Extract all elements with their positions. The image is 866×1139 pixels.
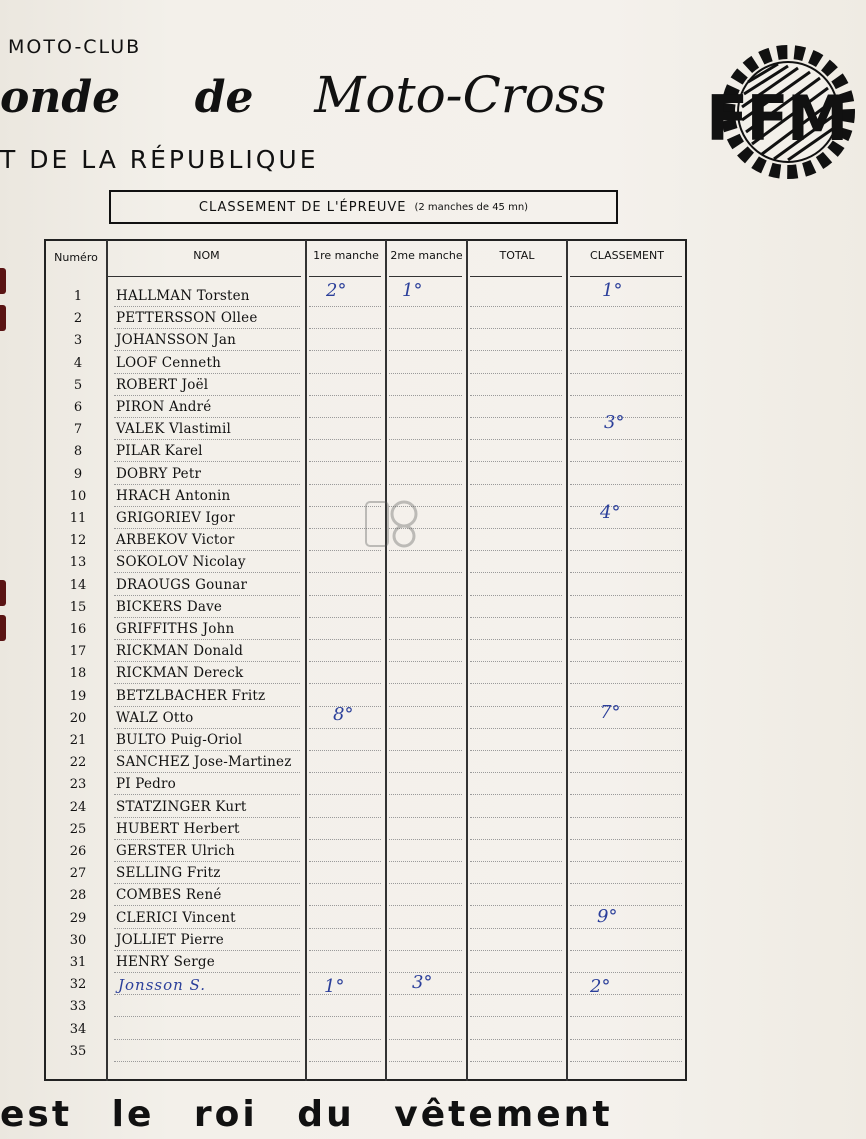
row-name: GRIFFITHS John: [116, 621, 235, 637]
row-line: [570, 550, 682, 551]
row-line: [470, 861, 562, 862]
binder-mark: [0, 615, 6, 641]
row-line: [470, 572, 562, 573]
row-name: STATZINGER Kurt: [116, 798, 247, 815]
row-name: SANCHEZ Jose-Martinez: [116, 754, 292, 771]
row-line: [389, 639, 462, 640]
row-number: 5: [73, 377, 83, 393]
column-divider: [305, 240, 307, 1081]
row-line: [309, 572, 381, 573]
row-number: 4: [73, 355, 83, 371]
row-line: [309, 972, 381, 973]
row-line: [570, 528, 682, 529]
header-total: TOTAL: [499, 249, 535, 262]
row-number: 2: [73, 311, 83, 327]
row-line: [114, 772, 300, 773]
row-line: [470, 706, 562, 707]
row-line: [309, 883, 381, 884]
column-divider: [566, 240, 568, 1081]
row-line: [470, 794, 562, 795]
header-nom: NOM: [193, 249, 220, 262]
row-line: [570, 883, 682, 884]
row-number: 7: [73, 422, 83, 438]
row-number: 17: [69, 644, 87, 660]
epreuve-heading: [109, 190, 618, 224]
row-line: [470, 1039, 562, 1040]
row-line: [114, 306, 300, 307]
row-number: 22: [69, 755, 87, 771]
row-number: 14: [69, 577, 87, 593]
row-line: [114, 461, 300, 462]
row-number: 16: [69, 622, 87, 637]
row-line: [570, 750, 682, 751]
row-number: 18: [69, 666, 87, 682]
binder-mark: [0, 580, 6, 606]
row-name: SELLING Fritz: [116, 865, 221, 882]
row-line: [309, 350, 381, 351]
row-line: [470, 750, 562, 751]
row-line: [470, 1061, 562, 1062]
row-line: [389, 617, 462, 618]
handwritten-r32-m2: 3°: [412, 972, 433, 993]
row-line: [309, 328, 381, 329]
row-line: [470, 484, 562, 485]
row-line: [114, 1061, 300, 1062]
footer-slogan: [0, 1094, 637, 1135]
row-line: [470, 883, 562, 884]
row-line: [309, 905, 381, 906]
header-numero: Numéro: [54, 251, 98, 264]
row-line: [470, 683, 562, 684]
row-line: [309, 1061, 381, 1062]
row-line: [570, 950, 682, 951]
row-line: [114, 528, 300, 529]
row-line: [309, 794, 381, 795]
row-line: [570, 350, 682, 351]
handwritten-r7-cl: 3°: [604, 412, 625, 433]
row-line: [114, 328, 300, 329]
row-line: [570, 572, 682, 573]
row-line: [570, 839, 682, 840]
row-line: [570, 817, 682, 818]
row-name: DRAOUGS Gounar: [116, 576, 248, 593]
row-name: ROBERT Joël: [116, 376, 209, 393]
row-name: SOKOLOV Nicolay: [116, 554, 246, 571]
row-line: [470, 972, 562, 973]
row-line: [114, 595, 300, 596]
row-name: RICKMAN Dereck: [116, 665, 244, 682]
row-line: [389, 484, 462, 485]
row-line: [570, 417, 682, 418]
subtitle: T DE LA RÉPUBLIQUE: [0, 145, 319, 174]
row-line: [114, 683, 300, 684]
row-line: [470, 639, 562, 640]
row-line: [309, 617, 381, 618]
row-line: [309, 306, 381, 307]
row-line: [470, 928, 562, 929]
row-line: [114, 661, 300, 662]
row-line: [114, 794, 300, 795]
row-line: [114, 883, 300, 884]
row-line: [570, 639, 682, 640]
handwritten-r1-m2: 1°: [402, 280, 423, 301]
row-line: [389, 395, 462, 396]
row-line: [570, 683, 682, 684]
club-name: MOTO-CLUB: [8, 36, 142, 58]
row-line: [389, 306, 462, 307]
row-number: 29: [69, 910, 87, 926]
row-line: [389, 1039, 462, 1040]
row-line: [470, 994, 562, 995]
row-line: [389, 661, 462, 662]
binder-mark: [0, 268, 6, 294]
row-line: [114, 572, 300, 573]
epreuve-label: CLASSEMENT DE L'ÉPREUVE: [198, 199, 407, 215]
row-name: RICKMAN Donald: [116, 643, 244, 660]
row-line: [389, 861, 462, 862]
row-line: [470, 306, 562, 307]
row-line: [570, 972, 682, 973]
row-line: [570, 905, 682, 906]
row-line: [114, 417, 300, 418]
title-part2: de: [194, 72, 254, 123]
row-line: [309, 1039, 381, 1040]
row-line: [114, 950, 300, 951]
row-line: [114, 1016, 300, 1017]
row-name: JOHANSSON Jan: [116, 332, 236, 349]
row-name: ARBEKOV Victor: [116, 532, 235, 549]
header-manche1: 1re manche: [313, 249, 379, 262]
row-number: 26: [69, 844, 87, 859]
header-manche2: 2me manche: [390, 249, 463, 262]
row-line: [309, 839, 381, 840]
row-line: [470, 839, 562, 840]
row-name: WALZ Otto: [116, 709, 194, 726]
row-line: [570, 994, 682, 995]
row-line: [570, 928, 682, 929]
row-name: COMBES René: [116, 887, 222, 904]
row-name: CLERICI Vincent: [116, 909, 236, 926]
row-line: [389, 950, 462, 951]
main-title: [0, 66, 606, 124]
row-line: [114, 395, 300, 396]
row-number: 28: [69, 888, 87, 904]
row-line: [470, 373, 562, 374]
row-line: [570, 661, 682, 662]
row-line: [570, 506, 682, 507]
row-line: [309, 595, 381, 596]
slogan-word: du: [297, 1094, 355, 1135]
slogan-word: vêtement: [394, 1094, 613, 1135]
row-line: [309, 928, 381, 929]
row-line: [470, 417, 562, 418]
row-line: [470, 905, 562, 906]
row-number: 3: [73, 333, 83, 349]
handwritten-r32-name: Jonsson S.: [118, 976, 207, 994]
row-line: [114, 617, 300, 618]
row-line: [570, 439, 682, 440]
row-line: [309, 728, 381, 729]
row-line: [389, 373, 462, 374]
row-line: [470, 528, 562, 529]
row-line: [114, 484, 300, 485]
row-line: [570, 306, 682, 307]
row-line: [309, 750, 381, 751]
row-line: [389, 439, 462, 440]
row-number: 9: [73, 466, 83, 482]
row-number: 11: [69, 511, 87, 526]
row-name: PILAR Karel: [116, 443, 203, 460]
handwritten-r20-cl: 7°: [600, 702, 621, 723]
row-line: [309, 417, 381, 418]
column-divider: [466, 240, 468, 1081]
row-name: BICKERS Dave: [116, 598, 223, 615]
row-line: [114, 861, 300, 862]
row-name: JOLLIET Pierre: [116, 931, 224, 948]
row-line: [470, 461, 562, 462]
row-number: 15: [69, 599, 87, 615]
row-number: 8: [73, 444, 83, 460]
row-line: [470, 595, 562, 596]
row-line: [309, 661, 381, 662]
row-line: [309, 772, 381, 773]
row-line: [114, 373, 300, 374]
row-line: [309, 683, 381, 684]
row-line: [389, 839, 462, 840]
row-line: [309, 439, 381, 440]
row-name: HALLMAN Torsten: [116, 288, 250, 304]
row-line: [470, 506, 562, 507]
row-line: [570, 728, 682, 729]
row-line: [570, 861, 682, 862]
row-number: 35: [69, 1043, 87, 1059]
row-line: [114, 928, 300, 929]
handwritten-r11-cl: 4°: [600, 502, 621, 523]
handwritten-r29-cl: 9°: [597, 906, 618, 927]
row-line: [570, 706, 682, 707]
row-line: [470, 550, 562, 551]
row-line: [309, 817, 381, 818]
handwritten-r20-m1: 8°: [333, 704, 354, 725]
row-number: 6: [73, 400, 83, 415]
row-line: [114, 706, 300, 707]
row-number: 12: [69, 533, 87, 549]
header-underline: [309, 276, 381, 277]
row-line: [470, 350, 562, 351]
row-line: [114, 639, 300, 640]
row-number: 13: [69, 555, 87, 571]
handwritten-r32-cl: 2°: [590, 976, 611, 997]
row-line: [570, 328, 682, 329]
row-number: 24: [69, 799, 87, 815]
row-line: [389, 1061, 462, 1062]
row-line: [309, 373, 381, 374]
stamp-watermark-icon: [364, 498, 422, 552]
row-line: [114, 550, 300, 551]
row-line: [389, 772, 462, 773]
row-name: PIRON André: [116, 399, 212, 415]
row-line: [570, 617, 682, 618]
row-line: [389, 350, 462, 351]
binder-mark: [0, 305, 6, 331]
row-line: [470, 328, 562, 329]
header-underline: [570, 276, 682, 277]
row-line: [389, 728, 462, 729]
row-line: [470, 1016, 562, 1017]
row-line: [114, 506, 300, 507]
row-line: [389, 595, 462, 596]
row-line: [389, 1016, 462, 1017]
ffm-gear-logo-icon: [706, 42, 866, 182]
row-line: [570, 373, 682, 374]
row-line: [389, 706, 462, 707]
row-number: 27: [69, 866, 87, 882]
row-line: [114, 817, 300, 818]
column-divider: [385, 240, 387, 1081]
row-line: [309, 994, 381, 995]
handwritten-r32-m1: 1°: [324, 976, 345, 997]
handwritten-r1-cl: 1°: [602, 280, 623, 301]
header-underline: [470, 276, 562, 277]
row-line: [570, 1061, 682, 1062]
row-line: [470, 395, 562, 396]
row-number: 10: [69, 488, 87, 504]
row-number: 34: [69, 1021, 87, 1037]
row-line: [389, 883, 462, 884]
slogan-word: roi: [193, 1094, 258, 1135]
row-line: [389, 794, 462, 795]
row-line: [114, 972, 300, 973]
row-line: [470, 817, 562, 818]
row-line: [114, 994, 300, 995]
row-line: [389, 750, 462, 751]
row-number: 31: [69, 955, 87, 970]
row-line: [570, 461, 682, 462]
row-name: HRACH Antonin: [116, 487, 231, 504]
row-number: 30: [69, 932, 87, 948]
row-line: [570, 1039, 682, 1040]
handwritten-r1-m1: 2°: [326, 280, 347, 301]
row-line: [389, 328, 462, 329]
row-line: [389, 461, 462, 462]
row-line: [389, 928, 462, 929]
row-number: 32: [69, 977, 87, 993]
row-name: PI Pedro: [116, 776, 176, 793]
row-name: VALEK Vlastimil: [116, 421, 232, 438]
row-name: HENRY Serge: [116, 954, 215, 970]
row-line: [114, 439, 300, 440]
row-line: [114, 750, 300, 751]
row-line: [470, 661, 562, 662]
row-line: [570, 794, 682, 795]
row-line: [570, 595, 682, 596]
row-line: [389, 417, 462, 418]
row-name: BETZLBACHER Fritz: [116, 687, 266, 704]
epreuve-note: (2 manches de 45 mn): [414, 201, 529, 213]
row-line: [470, 728, 562, 729]
row-line: [570, 1016, 682, 1017]
header-underline: [108, 276, 301, 277]
row-line: [570, 484, 682, 485]
slogan-word: le: [111, 1094, 155, 1135]
row-line: [389, 994, 462, 995]
row-line: [570, 772, 682, 773]
row-name: DOBRY Petr: [116, 465, 202, 482]
row-number: 25: [69, 821, 87, 837]
row-line: [309, 861, 381, 862]
row-line: [309, 1016, 381, 1017]
row-line: [389, 683, 462, 684]
row-line: [470, 617, 562, 618]
header-classement: CLASSEMENT: [590, 249, 664, 262]
row-line: [309, 950, 381, 951]
row-line: [389, 905, 462, 906]
row-number: 1: [73, 289, 83, 304]
row-line: [309, 639, 381, 640]
row-line: [114, 728, 300, 729]
row-number: 20: [69, 710, 87, 726]
row-number: 33: [69, 999, 87, 1015]
row-number: 21: [69, 733, 87, 748]
row-line: [309, 484, 381, 485]
row-name: GRIGORIEV Igor: [116, 510, 235, 526]
row-line: [389, 817, 462, 818]
row-line: [114, 350, 300, 351]
row-line: [389, 572, 462, 573]
row-name: GERSTER Ulrich: [116, 843, 235, 859]
row-number: 19: [69, 688, 87, 704]
row-number: 23: [69, 777, 87, 793]
row-line: [470, 439, 562, 440]
row-line: [114, 905, 300, 906]
row-name: LOOF Cenneth: [116, 354, 221, 371]
logo-text: FFM: [706, 82, 847, 155]
row-name: BULTO Puig-Oriol: [116, 732, 243, 748]
title-script: Moto-Cross: [314, 66, 607, 124]
row-line: [114, 1039, 300, 1040]
row-line: [470, 772, 562, 773]
row-name: HUBERT Herbert: [116, 820, 240, 837]
row-name: PETTERSSON Ollee: [116, 310, 258, 327]
row-line: [309, 461, 381, 462]
row-line: [470, 950, 562, 951]
slogan-word: est: [0, 1094, 73, 1135]
header-underline: [389, 276, 462, 277]
title-part1: onde: [0, 72, 121, 123]
row-line: [114, 839, 300, 840]
row-line: [570, 395, 682, 396]
row-line: [309, 395, 381, 396]
